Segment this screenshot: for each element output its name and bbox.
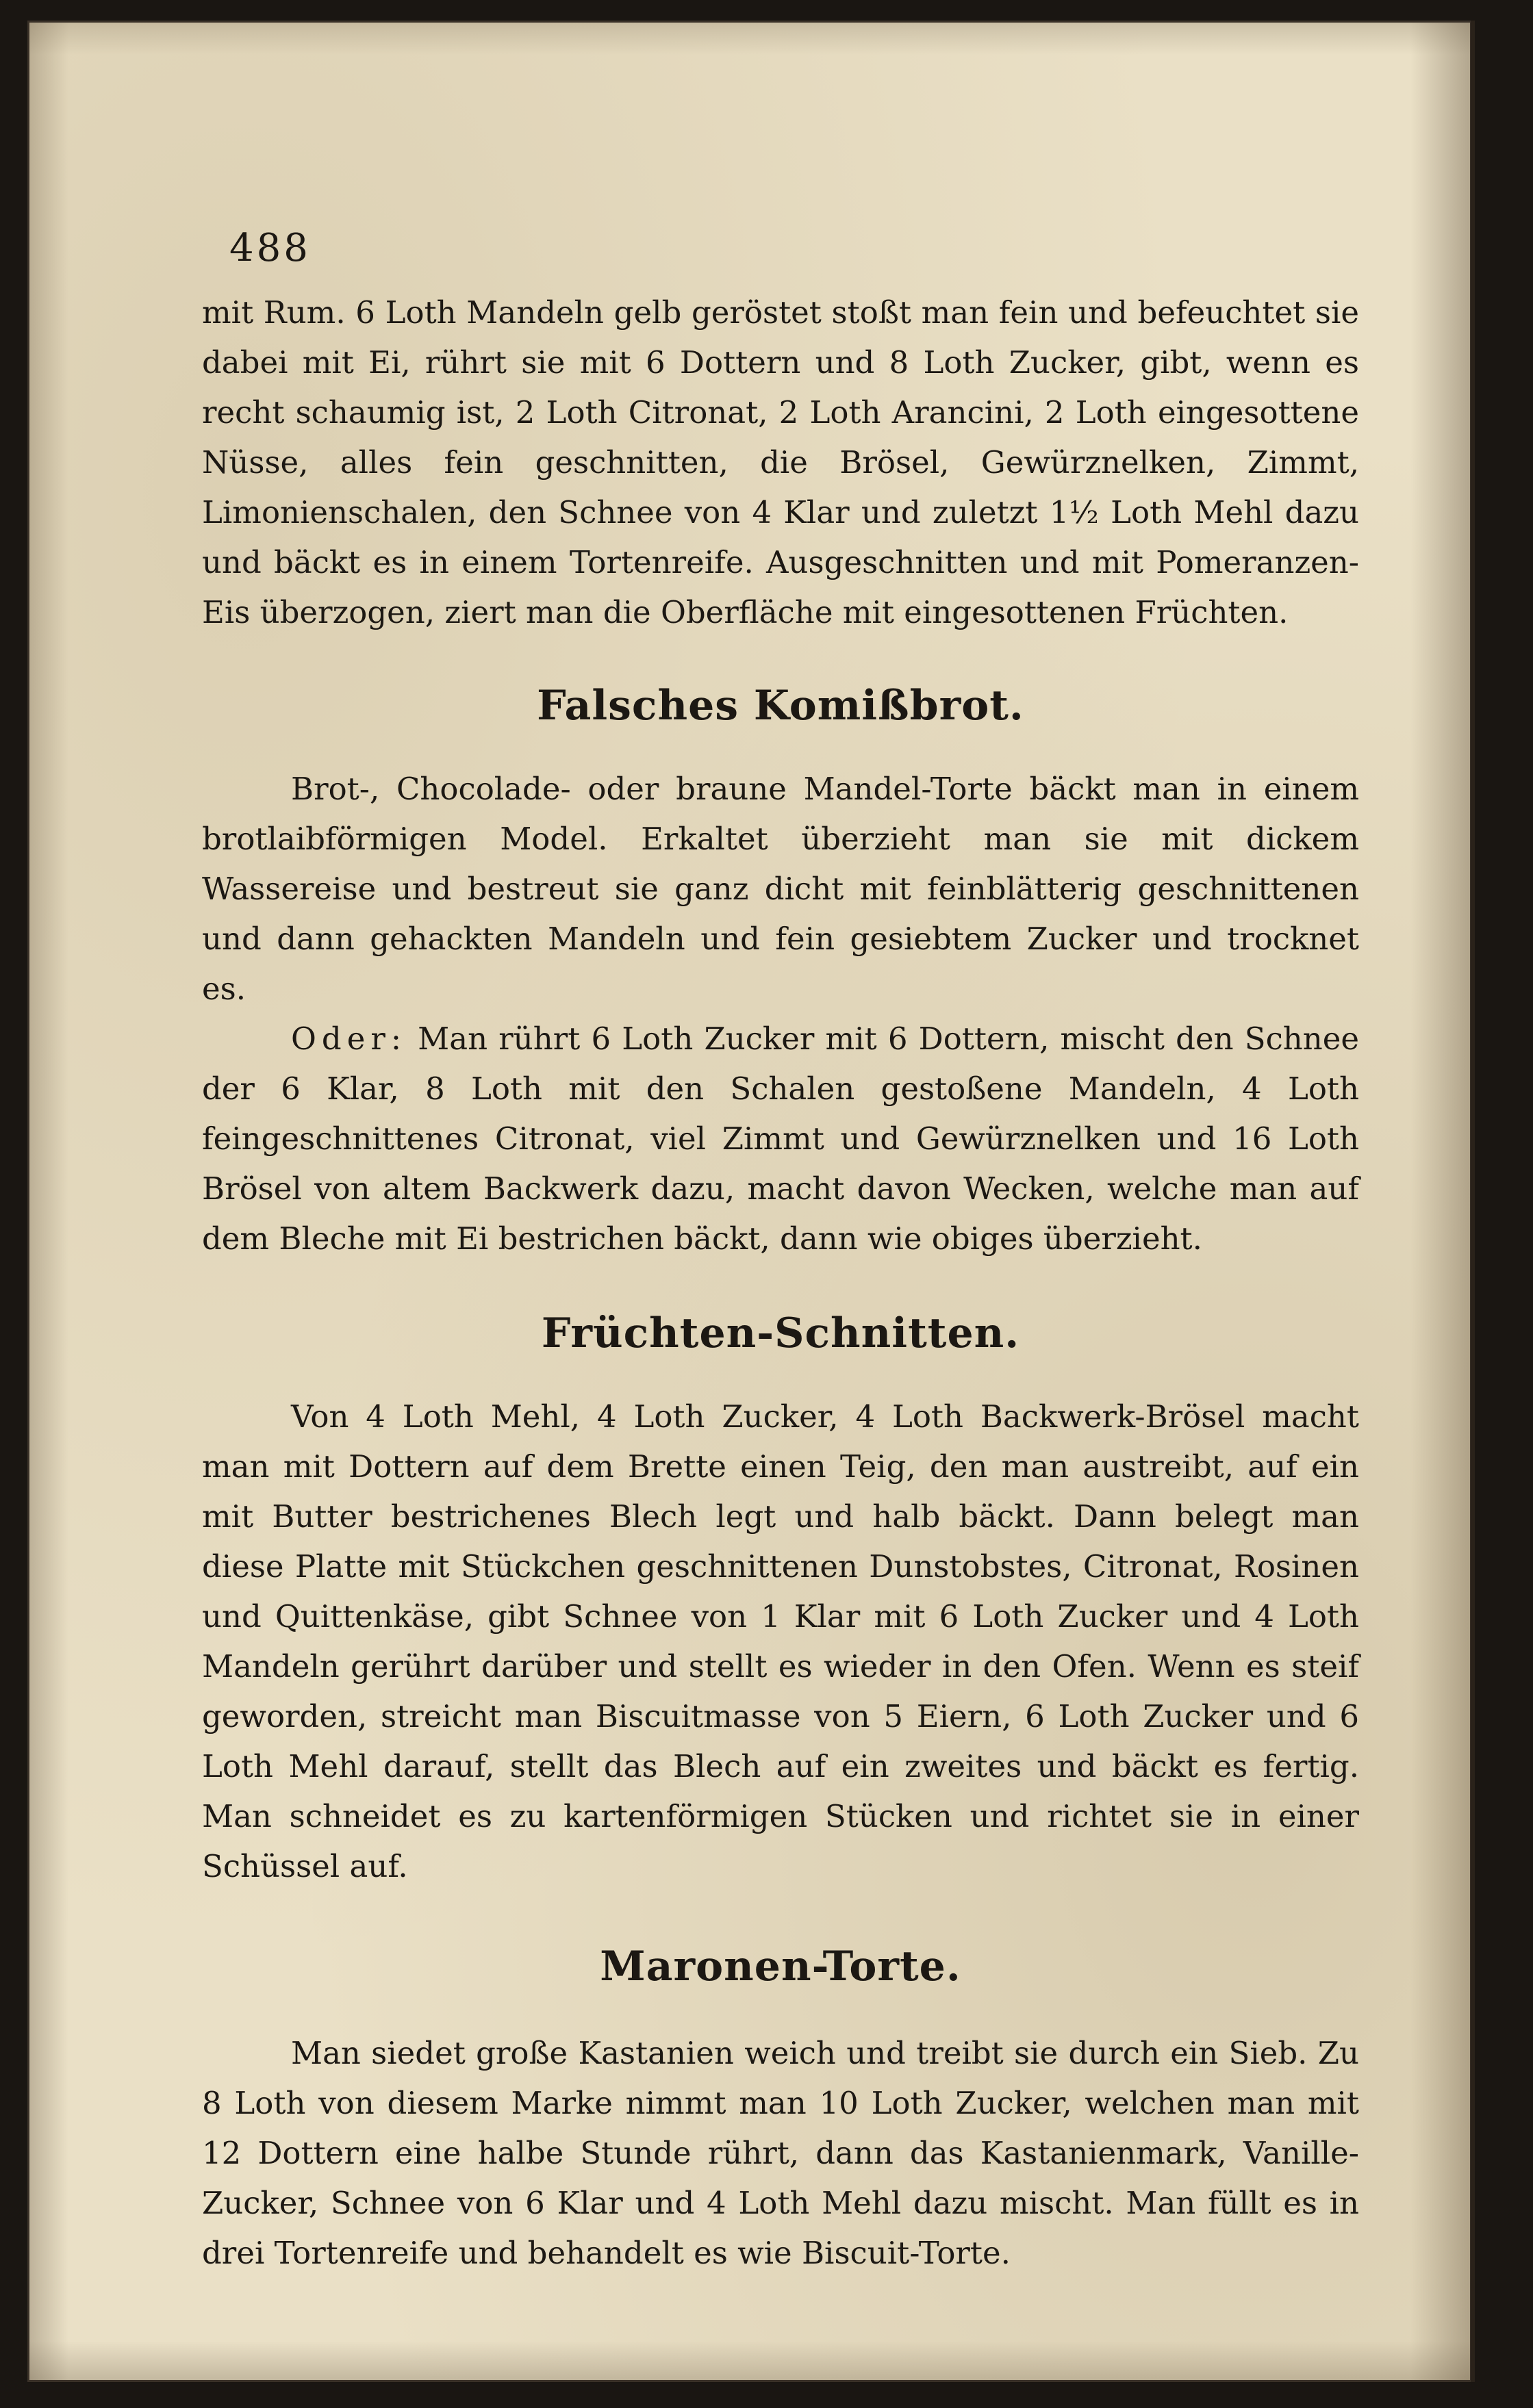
intro-paragraph: mit Rum. 6 Loth Mandeln gelb geröstet stoßt man fein und befeuchtet sie dabei mit Ei, rührt sie mit 6 Dottern und 8 Loth Zucker, gibt, wenn es recht schaumig ist, 2 Loth Citronat, 2 Loth Arancini, 2 Loth eingesottene Nüsse, alles fein geschnitten, die Brösel, Gewürznelken, Zimmt, Limonienschalen, den Schnee von 4 Klar und zuletzt 1½ Loth Mehl dazu und bäckt es in einem Tortenreife. Ausgeschnitten und mit Pomeranzen-Eis überzogen, ziert man die Oberfläche mit eingesottenen Früchten.	[202, 294, 1359, 630]
page-content	[202, 287, 1359, 2278]
page-number: 488	[229, 226, 311, 270]
falsches-paragraph-2	[202, 1014, 1359, 1264]
heading-falsches-komissbrot: Falsches Komißbrot.	[537, 682, 1024, 730]
page-edge	[1471, 21, 1475, 2382]
falsches-paragraph-2-text: Man rührt 6 Loth Zucker mit 6 Dottern, mischt den Schnee der 6 Klar, 8 Loth mit den Schalen gestoßene Mandeln, 4 Loth feingeschnittenes Citronat, viel Zimmt und Gewürznelken und 16 Loth Brösel von altem Backwerk dazu, macht davon Wecken, welche man auf dem Bleche mit Ei bestrichen bäckt, dann wie obiges überzieht.	[202, 1021, 1359, 1257]
maronen-paragraph-1: Man siedet große Kastanien weich und treibt sie durch ein Sieb. Zu 8 Loth von diesem Marke nimmt man 10 Loth Zucker, welchen man mit 12 Dottern eine halbe Stunde rührt, dann das Kastanienmark, Vanille-Zucker, Schnee von 6 Klar und 4 Loth Mehl dazu mischt. Man füllt es in drei Tortenreife und behandelt es wie Biscuit-Torte.	[202, 2035, 1359, 2271]
fruechten-paragraph-1: Von 4 Loth Mehl, 4 Loth Zucker, 4 Loth Backwerk-Brösel macht man mit Dottern auf dem Brette einen Teig, den man austreibt, auf ein mit Butter bestrichenes Blech legt und halb bäckt. Dann belegt man diese Platte mit Stückchen geschnittenen Dunstobstes, Citronat, Rosinen und Quittenkäse, gibt Schnee von 1 Klar mit 6 Loth Zucker und 4 Loth Mandeln gerührt darüber und stellt es wieder in den Ofen. Wenn es steif geworden, streicht man Biscuitmasse von 5 Eiern, 6 Loth Zucker und 6 Loth Mehl darauf, stellt das Blech auf ein zweites und bäckt es fertig. Man schneidet es zu kartenförmigen Stücken und richtet sie in einer Schüssel auf.	[202, 1398, 1359, 1884]
heading-maronen-torte: Maronen-Torte.	[600, 1943, 961, 1990]
heading-fruechten-schnitten: Früchten-Schnitten.	[541, 1309, 1020, 1357]
falsches-paragraph-1: Brot-, Chocolade- oder braune Mandel-Torte bäckt man in einem brotlaibförmigen Model. Erkaltet überzieht man sie mit dickem Wassereise und bestreut sie ganz dicht mit feinblätterig geschnittenen und dann gehackten Mandeln und fein gesiebtem Zucker und trocknet es.	[202, 771, 1359, 1007]
oder-lead: Oder:	[291, 1021, 407, 1057]
